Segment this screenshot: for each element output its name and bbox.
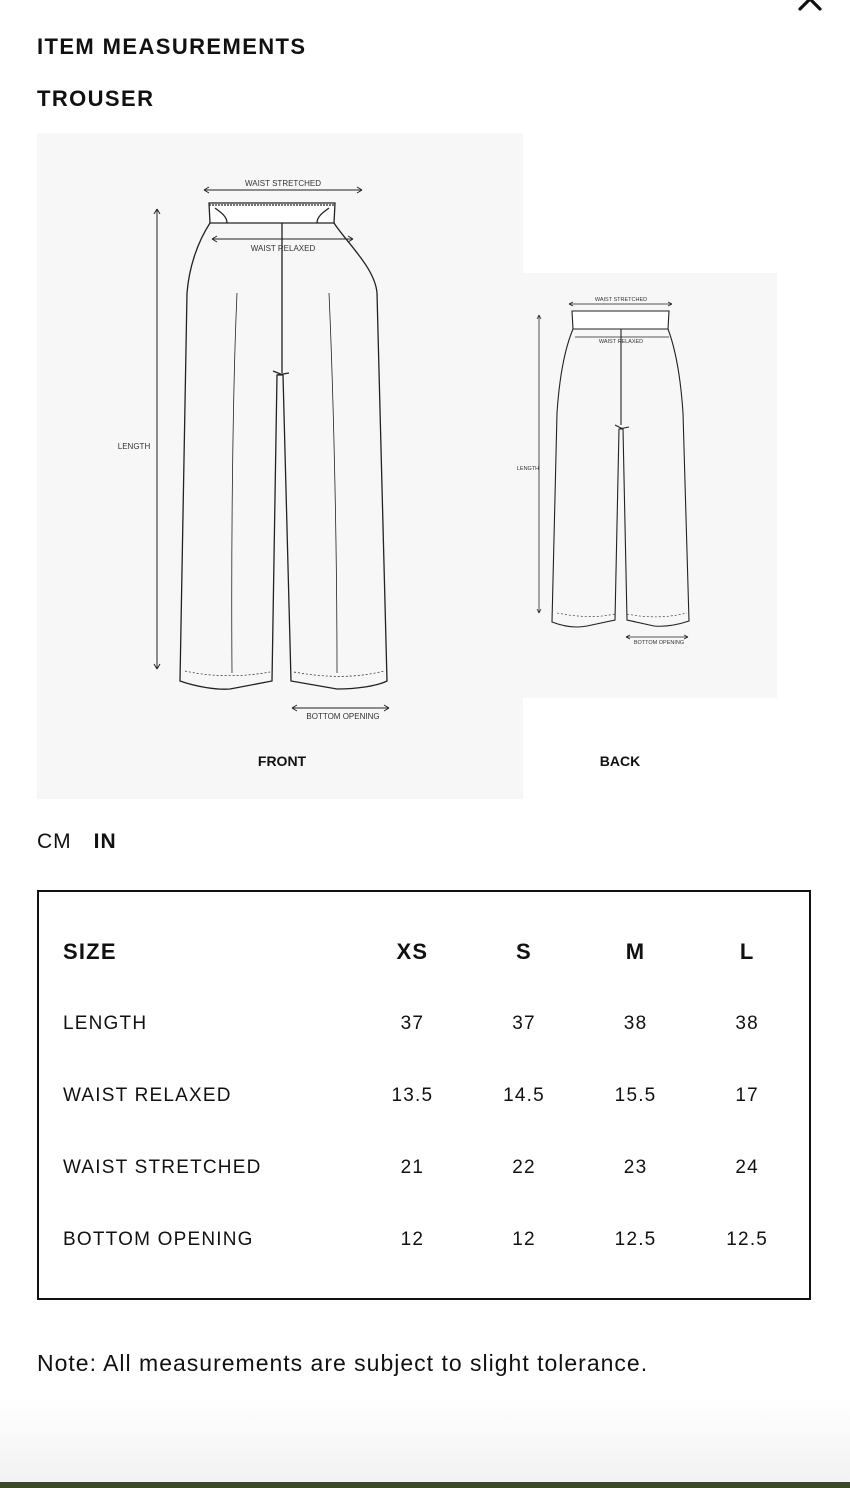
unit-in-option[interactable]: IN [93, 830, 117, 853]
length-label: LENGTH [117, 442, 151, 451]
bottom-opening-label: BOTTOM OPENING [306, 712, 380, 721]
unit-cm-option[interactable]: CM [37, 830, 72, 853]
table-cell: 21 [400, 1157, 425, 1178]
product-type-title: TROUSER [37, 86, 155, 111]
trouser-measurement-diagram [37, 133, 777, 799]
back-bottom-opening-label: BOTTOM OPENING [633, 640, 685, 646]
header-m: M [625, 939, 646, 964]
table-cell: 13.5 [391, 1085, 434, 1106]
size-chart [37, 890, 811, 1300]
table-cell: 15.5 [614, 1085, 657, 1106]
table-cell: 38 [735, 1013, 759, 1034]
size-table [63, 916, 803, 1276]
table-cell: 24 [735, 1157, 759, 1178]
front-view-label: FRONT [257, 753, 307, 769]
table-header-row [63, 916, 803, 988]
row-label: WAIST RELAXED [63, 1085, 232, 1106]
page-title: ITEM MEASUREMENTS [37, 34, 307, 59]
header-s: S [516, 939, 532, 964]
table-cell: 12.5 [726, 1229, 769, 1250]
table-cell: 37 [400, 1013, 425, 1034]
table-cell: 38 [623, 1013, 648, 1034]
row-label: BOTTOM OPENING [63, 1229, 254, 1250]
table-cell: 22 [512, 1157, 536, 1178]
back-length-label: LENGTH [516, 466, 540, 472]
bottom-fade [0, 1398, 850, 1488]
close-icon [796, 0, 824, 18]
waist-stretched-label: WAIST STRETCHED [244, 179, 322, 188]
row-label: LENGTH [63, 1013, 148, 1034]
back-waist-stretched-label: WAIST STRETCHED [594, 297, 648, 303]
table-row [63, 1204, 803, 1276]
table-row [63, 1060, 803, 1132]
waist-relaxed-label: WAIST RELAXED [250, 244, 316, 253]
unit-toggle [37, 830, 117, 854]
table-cell: 17 [735, 1085, 759, 1106]
bottom-bar [0, 1482, 850, 1488]
table-cell: 12 [400, 1229, 425, 1250]
back-waist-relaxed-label: WAIST RELAXED [598, 339, 644, 345]
back-view-label: BACK [599, 753, 641, 769]
table-row [63, 988, 803, 1060]
tolerance-note: Note: All measurements are subject to slight tolerance. [37, 1350, 649, 1376]
table-cell: 23 [623, 1157, 648, 1178]
row-label: WAIST STRETCHED [63, 1157, 262, 1178]
table-cell: 12 [512, 1229, 536, 1250]
header-xs: XS [396, 939, 429, 964]
table-cell: 12.5 [614, 1229, 657, 1250]
header-size: SIZE [63, 939, 117, 964]
table-cell: 14.5 [503, 1085, 545, 1106]
header-l: L [739, 939, 755, 964]
close-button[interactable] [790, 0, 830, 16]
table-cell: 37 [512, 1013, 536, 1034]
table-row [63, 1132, 803, 1204]
